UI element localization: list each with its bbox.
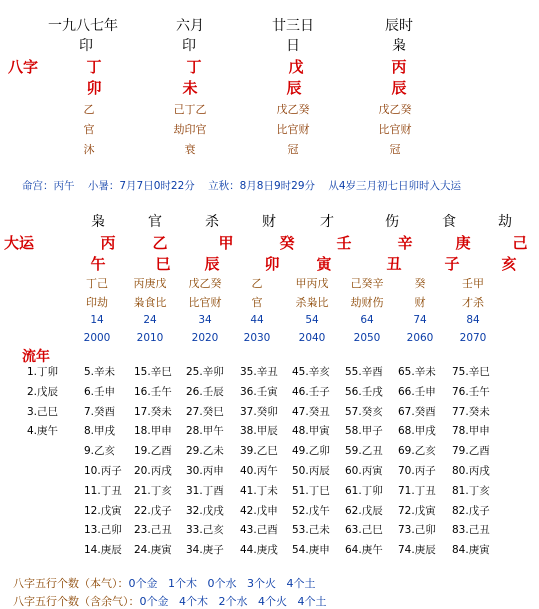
- dayun-stem: 庚: [455, 234, 471, 252]
- liunian-year: 76.壬午: [452, 385, 490, 398]
- wuxing-label-1: 八字五行个数（本气）：: [13, 577, 129, 590]
- liunian-year: 43.己酉: [240, 524, 278, 537]
- dayun-hidden: 乙: [251, 277, 263, 290]
- liunian-year: 73.己卯: [398, 524, 436, 537]
- liunian-year: 30.丙申: [186, 465, 224, 477]
- liunian-year: 71.丁丑: [398, 484, 436, 497]
- dayun-hidden: 甲丙戊: [295, 277, 329, 290]
- dayun-stem: 甲: [218, 234, 234, 252]
- dayun-god: 枭: [91, 214, 105, 230]
- liunian-year: 53.己未: [292, 524, 330, 537]
- dayun-year: 2000: [83, 332, 111, 344]
- liunian-year: 21.丁亥: [134, 484, 172, 497]
- liunian-year: 84.庚寅: [452, 544, 490, 557]
- hidden-day: 戊乙癸: [276, 103, 310, 116]
- dayun-hidden: 癸: [414, 277, 426, 290]
- liunian-year: 39.乙巳: [240, 445, 278, 458]
- liunian-year: 67.癸酉: [398, 405, 436, 418]
- liunian-year: 42.戊申: [240, 504, 278, 517]
- dayun-age: 54: [305, 314, 319, 326]
- hidden-god-year: 官: [83, 123, 95, 136]
- liunian-year: 55.辛酉: [345, 366, 383, 378]
- liunian-year: 62.戊辰: [345, 504, 383, 517]
- dayun-stem: 辛: [397, 234, 413, 252]
- dayun-hidden-god: 才杀: [462, 296, 484, 309]
- liunian-year: 35.辛丑: [240, 366, 278, 378]
- liunian-year: 4.庚午: [27, 425, 59, 438]
- liunian-year: 60.丙寅: [345, 465, 383, 477]
- liunian-year: 20.丙戌: [134, 465, 172, 477]
- dayun-year: 2040: [298, 332, 326, 344]
- wuxing-values-1: 0个金 1个木 0个水 3个火 4个土: [128, 577, 316, 590]
- liunian-year: 58.甲子: [345, 425, 383, 438]
- dayun-stem: 己: [512, 234, 528, 252]
- liunian-year: 25.辛卯: [186, 366, 224, 378]
- dayun-age: 84: [466, 314, 480, 326]
- liunian-year: 27.癸巳: [186, 405, 224, 418]
- liunian-year: 68.甲戌: [398, 425, 436, 438]
- liunian-year: 41.丁未: [240, 484, 278, 497]
- liunian-year: 78.甲申: [452, 425, 490, 438]
- hidden-month: 己丁乙: [173, 103, 207, 116]
- hidden-god-hour: 比官财: [378, 123, 412, 136]
- dayun-age: 24: [143, 314, 157, 326]
- liunian-year: 18.甲申: [134, 425, 172, 438]
- birth-year: 一九八七年: [48, 18, 118, 34]
- dayun-branch: 巳: [155, 255, 171, 273]
- dayun-age: 64: [360, 314, 374, 326]
- liunian-year: 29.乙未: [186, 445, 224, 458]
- liunian-year: 72.戊寅: [398, 504, 436, 517]
- liunian-year: 24.庚寅: [134, 544, 172, 557]
- dayun-god: 伤: [385, 214, 399, 230]
- stem-year: 丁: [86, 58, 102, 76]
- liunian-year: 8.甲戌: [84, 425, 116, 438]
- liunian-year: 57.癸亥: [345, 405, 383, 418]
- dayun-age: 44: [250, 314, 264, 326]
- state-hour: 冠: [389, 143, 401, 156]
- dayun-branch: 卯: [264, 255, 280, 273]
- dayun-branch: 辰: [204, 255, 220, 273]
- liunian-year: 13.己卯: [84, 524, 122, 537]
- branch-hour: 辰: [391, 79, 407, 97]
- dayun-branch: 寅: [316, 255, 332, 273]
- liunian-year: 23.己丑: [134, 524, 172, 537]
- dayun-god: 财: [262, 214, 276, 230]
- liunian-year: 37.癸卯: [240, 405, 278, 418]
- hidden-year: 乙: [83, 103, 95, 116]
- god-month: 印: [182, 38, 196, 54]
- state-day: 冠: [287, 143, 299, 156]
- hidden-hour: 戊乙癸: [378, 103, 412, 116]
- god-year: 印: [79, 38, 93, 54]
- liunian-year: 82.戊子: [452, 504, 490, 517]
- liunian-year: 17.癸未: [134, 405, 172, 418]
- state-month: 衰: [184, 143, 196, 156]
- god-day: 日: [286, 38, 300, 54]
- liunian-year: 64.庚午: [345, 544, 383, 557]
- wuxing-label-2: 八字五行个数（含余气）：: [13, 595, 140, 608]
- hidden-god-day: 比官财: [276, 123, 310, 136]
- dayun-god: 才: [320, 214, 334, 230]
- liunian-year: 14.庚辰: [84, 544, 122, 557]
- liunian-year: 52.戊午: [292, 504, 330, 517]
- dayun-hidden-god: 财: [414, 296, 426, 309]
- dayun-year: 2030: [243, 332, 271, 344]
- dayun-year: 2010: [136, 332, 164, 344]
- liunian-year: 59.乙丑: [345, 445, 383, 458]
- dayun-stem: 癸: [279, 234, 295, 252]
- dayun-god: 官: [148, 214, 162, 230]
- liunian-year: 9.乙亥: [84, 445, 116, 458]
- liunian-year: 19.乙酉: [134, 445, 172, 458]
- liunian-year: 50.丙辰: [292, 465, 330, 477]
- dayun-year: 2050: [353, 332, 381, 344]
- dayun-stem: 壬: [336, 234, 352, 252]
- dayun-hidden-god: 枭食比: [133, 296, 167, 309]
- liunian-year: 80.丙戌: [452, 465, 490, 477]
- liunian-year: 6.壬申: [84, 385, 116, 398]
- dayun-hidden-god: 劫财伤: [350, 296, 384, 309]
- liunian-year: 51.丁巳: [292, 484, 330, 497]
- dayun-year: 2070: [459, 332, 487, 344]
- dayun-branch: 子: [444, 255, 460, 273]
- liunian-year: 69.乙亥: [398, 445, 436, 458]
- stem-day: 戊: [288, 58, 304, 76]
- liunian-year: 46.壬子: [292, 385, 330, 398]
- liunian-year: 83.己丑: [452, 524, 490, 537]
- wuxing-line-2: [6, 580, 326, 609]
- stem-hour: 丙: [391, 58, 407, 76]
- liunian-year: 22.戊子: [134, 504, 172, 517]
- dayun-stem: 丙: [100, 234, 116, 252]
- liunian-year: 61.丁卯: [345, 484, 383, 497]
- liunian-year: 12.戊寅: [84, 504, 122, 517]
- liunian-year: 45.辛亥: [292, 366, 330, 378]
- dayun-hidden: 戊乙癸: [188, 277, 222, 290]
- liunian-label: 流年: [22, 349, 50, 365]
- dayun-year: 2020: [191, 332, 219, 344]
- liunian-year: 47.癸丑: [292, 405, 330, 418]
- liunian-year: 74.庚辰: [398, 544, 436, 557]
- info-line: 命宫：丙午 小暑：7月7日0时22分 立秋：8月8日9时29分 从4岁三月初七日卯时入大运: [22, 180, 462, 192]
- liunian-year: 81.丁亥: [452, 484, 490, 497]
- birth-month: 六月: [176, 18, 204, 34]
- liunian-year: 16.壬午: [134, 385, 172, 398]
- birth-hour: 辰时: [385, 18, 413, 34]
- liunian-year: 15.辛巳: [134, 366, 172, 378]
- liunian-year: 54.庚申: [292, 544, 330, 557]
- liunian-year: 5.辛未: [84, 366, 116, 378]
- bazi-label: 八字: [8, 58, 39, 76]
- stem-month: 丁: [186, 58, 202, 76]
- dayun-age: 14: [90, 314, 104, 326]
- liunian-year: 79.乙酉: [452, 445, 490, 458]
- liunian-year: 66.壬申: [398, 385, 436, 398]
- dayun-year: 2060: [406, 332, 434, 344]
- dayun-god: 杀: [205, 214, 219, 230]
- liunian-year: 11.丁丑: [84, 484, 122, 497]
- liunian-year: 48.甲寅: [292, 425, 330, 438]
- dayun-branch: 丑: [386, 255, 402, 273]
- liunian-year: 36.壬寅: [240, 385, 278, 398]
- liunian-year: 10.丙子: [84, 465, 122, 477]
- liunian-year: 31.丁酉: [186, 484, 224, 497]
- dayun-hidden-god: 官: [251, 296, 263, 309]
- liunian-year: 3.己巳: [27, 405, 59, 418]
- liunian-year: 40.丙午: [240, 465, 278, 477]
- liunian-year: 28.甲午: [186, 425, 224, 438]
- dayun-hidden-god: 杀枭比: [295, 296, 329, 309]
- dayun-hidden: 丙庚戊: [133, 277, 167, 290]
- liunian-year: 56.壬戌: [345, 385, 383, 398]
- liunian-year: 49.乙卯: [292, 445, 330, 458]
- dayun-age: 74: [413, 314, 427, 326]
- liunian-year: 1.丁卯: [27, 366, 59, 378]
- liunian-year: 70.丙子: [398, 465, 436, 477]
- branch-month: 未: [182, 79, 198, 97]
- liunian-year: 2.戊辰: [27, 385, 59, 398]
- branch-year: 卯: [86, 79, 102, 97]
- birth-day: 廿三日: [272, 18, 314, 34]
- liunian-year: 7.癸酉: [84, 405, 116, 418]
- dayun-age: 34: [198, 314, 212, 326]
- dayun-branch: 亥: [501, 255, 517, 273]
- liunian-year: 38.甲辰: [240, 425, 278, 438]
- dayun-stem: 乙: [152, 234, 168, 252]
- liunian-year: 33.己亥: [186, 524, 224, 537]
- liunian-year: 77.癸未: [452, 405, 490, 418]
- dayun-hidden-god: 印劫: [86, 296, 108, 309]
- liunian-year: 65.辛未: [398, 366, 436, 378]
- liunian-year: 44.庚戌: [240, 544, 278, 557]
- dayun-hidden: 壬甲: [462, 277, 484, 290]
- dayun-god: 食: [442, 214, 456, 230]
- liunian-year: 26.壬辰: [186, 385, 224, 398]
- hidden-god-month: 劫印官: [173, 123, 207, 136]
- branch-day: 辰: [286, 79, 302, 97]
- wuxing-values-2: 0个金 4个木 2个水 4个火 4个土: [139, 595, 327, 608]
- liunian-year: 75.辛巳: [452, 366, 490, 378]
- dayun-hidden: 丁己: [86, 277, 108, 290]
- dayun-hidden-god: 比官财: [188, 296, 222, 309]
- dayun-label: 大运: [4, 234, 35, 252]
- dayun-hidden: 己癸辛: [350, 277, 384, 290]
- liunian-year: 63.己巳: [345, 524, 383, 537]
- liunian-year: 32.戊戌: [186, 504, 224, 517]
- god-hour: 枭: [392, 38, 406, 54]
- dayun-god: 劫: [498, 214, 512, 230]
- state-year: 沐: [83, 143, 95, 156]
- liunian-year: 34.庚子: [186, 544, 224, 557]
- dayun-branch: 午: [90, 255, 106, 273]
